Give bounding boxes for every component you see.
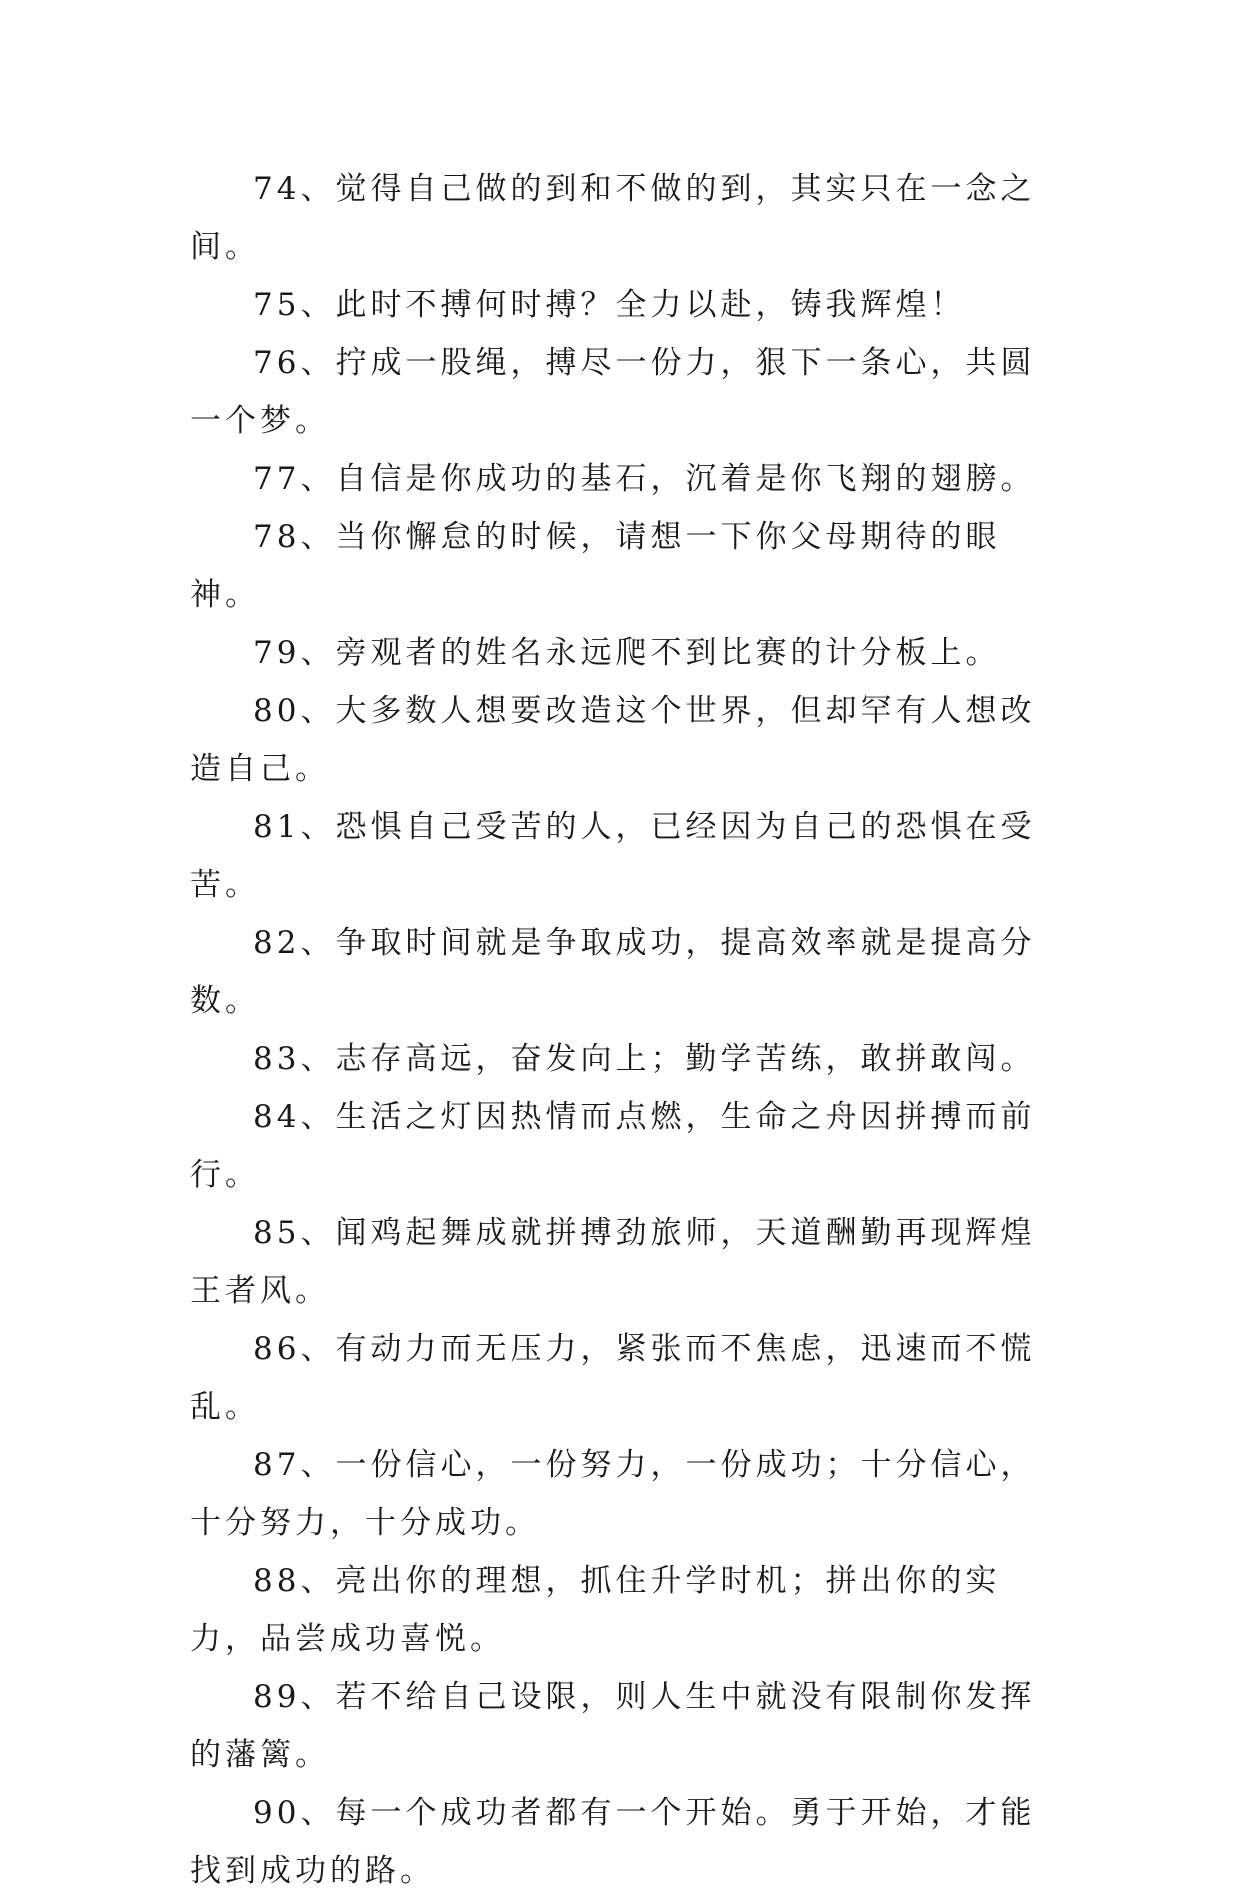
quote-paragraph-84: 84、生活之灯因热情而点燃，生命之舟因拼搏而前行。 [190, 1099, 1036, 1193]
quote-paragraph-87: 87、一份信心，一份努力，一份成功；十分信心，十分努力，十分成功。 [190, 1447, 1036, 1541]
quote-paragraph-74: 74、觉得自己做的到和不做的到，其实只在一念之间。 [190, 171, 1036, 265]
quote-paragraph-81: 81、恐惧自己受苦的人，已经因为自己的恐惧在受苦。 [190, 809, 1036, 903]
quote-paragraph-82: 82、争取时间就是争取成功，提高效率就是提高分数。 [190, 925, 1036, 1019]
quote-paragraph-78: 78、当你懈怠的时候，请想一下你父母期待的眼神。 [190, 519, 1001, 613]
quote-paragraph-85: 85、闻鸡起舞成就拼搏劲旅师，天道酬勤再现辉煌王者风。 [190, 1215, 1036, 1309]
quote-paragraph-88: 88、亮出你的理想，抓住升学时机；拼出你的实力，品尝成功喜悦。 [190, 1563, 1001, 1657]
quote-paragraph-83: 83、志存高远，奋发向上；勤学苦练，敢拼敢闯。 [253, 1041, 1036, 1077]
quote-paragraph-79: 79、旁观者的姓名永远爬不到比赛的计分板上。 [253, 635, 1001, 671]
quote-paragraph-77: 77、自信是你成功的基石，沉着是你飞翔的翅膀。 [253, 461, 1036, 497]
quote-paragraph-86: 86、有动力而无压力，紧张而不焦虑，迅速而不慌乱。 [190, 1331, 1036, 1425]
quote-paragraph-75: 75、此时不搏何时搏？全力以赴，铸我辉煌！ [253, 287, 966, 323]
quote-paragraph-76: 76、拧成一股绳，搏尽一份力，狠下一条心，共圆一个梦。 [190, 345, 1036, 439]
document-body [190, 160, 1050, 1900]
quote-paragraph-89: 89、若不给自己设限，则人生中就没有限制你发挥的藩篱。 [190, 1679, 1036, 1773]
quote-paragraph-80: 80、大多数人想要改造这个世界，但却罕有人想改造自己。 [190, 693, 1036, 787]
quote-paragraph-90: 90、每一个成功者都有一个开始。勇于开始，才能找到成功的路。 [190, 1795, 1036, 1889]
